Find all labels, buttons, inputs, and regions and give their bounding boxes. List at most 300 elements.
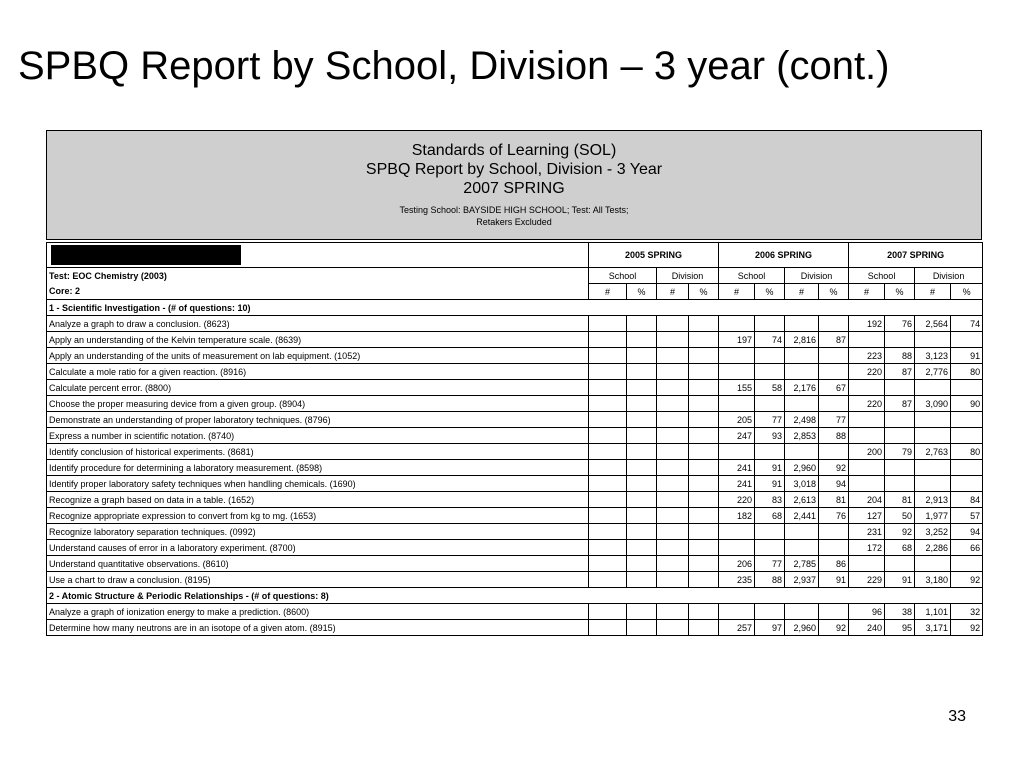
value-cell [589,476,627,492]
value-cell [755,540,785,556]
section-title: 2 - Atomic Structure & Periodic Relationships - (# of questions: 8) [47,588,983,604]
percent-header: % [885,284,915,300]
value-cell [589,604,627,620]
value-cell [951,476,983,492]
value-cell [885,556,915,572]
value-cell [657,540,689,556]
table-row [47,540,983,556]
value-cell [627,428,657,444]
value-cell [589,316,627,332]
group-header: School [849,268,915,284]
value-cell: 94 [951,524,983,540]
value-cell: 94 [819,476,849,492]
value-cell: 50 [885,508,915,524]
value-cell: 80 [951,364,983,380]
value-cell [719,540,755,556]
value-cell: 87 [885,364,915,380]
value-cell [627,540,657,556]
value-cell [657,508,689,524]
value-cell: 2,816 [785,332,819,348]
value-cell [689,380,719,396]
value-cell [589,460,627,476]
value-cell: 32 [951,604,983,620]
value-cell [885,332,915,348]
value-cell: 1,101 [915,604,951,620]
report-retakers-note: Retakers Excluded [476,217,552,227]
core-label: Core: 2 [47,284,589,300]
value-cell [951,412,983,428]
value-cell [885,412,915,428]
value-cell: 2,564 [915,316,951,332]
value-cell: 92 [819,620,849,636]
value-cell: 91 [755,460,785,476]
value-cell [657,332,689,348]
value-cell: 2,613 [785,492,819,508]
value-cell [915,380,951,396]
group-header: School [589,268,657,284]
value-cell [689,332,719,348]
value-cell: 127 [849,508,885,524]
value-cell: 172 [849,540,885,556]
value-cell [627,316,657,332]
year-header-row [47,243,983,268]
value-cell: 92 [951,572,983,588]
value-cell: 235 [719,572,755,588]
value-cell [951,460,983,476]
objective-label: Identify conclusion of historical experiments. (8681) [47,444,589,460]
value-cell: 200 [849,444,885,460]
value-cell: 84 [951,492,983,508]
report-title: Standards of Learning (SOL) [411,142,617,159]
value-cell: 182 [719,508,755,524]
objective-label: Apply an understanding of the Kelvin temperature scale. (8639) [47,332,589,348]
value-cell: 3,090 [915,396,951,412]
value-cell [657,316,689,332]
value-cell [951,428,983,444]
value-cell [819,348,849,364]
value-cell: 2,776 [915,364,951,380]
value-cell [785,396,819,412]
value-cell: 3,180 [915,572,951,588]
value-cell [849,460,885,476]
value-cell: 223 [849,348,885,364]
objective-label: Choose the proper measuring device from a given group. (8904) [47,396,589,412]
value-cell: 92 [951,620,983,636]
table-row [47,556,983,572]
value-cell: 91 [755,476,785,492]
value-cell: 83 [755,492,785,508]
value-cell [657,428,689,444]
value-cell: 3,171 [915,620,951,636]
value-cell: 77 [819,412,849,428]
objective-label: Recognize laboratory separation techniques. (0992) [47,524,589,540]
percent-header: % [819,284,849,300]
objective-label: Express a number in scientific notation. (8740) [47,428,589,444]
value-cell [885,380,915,396]
value-cell [785,540,819,556]
value-cell [589,380,627,396]
value-cell: 155 [719,380,755,396]
value-cell [627,348,657,364]
value-cell [849,380,885,396]
value-cell: 38 [885,604,915,620]
value-cell: 88 [755,572,785,588]
value-cell [755,396,785,412]
objective-label: Analyze a graph of ionization energy to make a prediction. (8600) [47,604,589,620]
objective-label: Recognize appropriate expression to convert from kg to mg. (1653) [47,508,589,524]
value-cell: 68 [885,540,915,556]
value-cell: 87 [885,396,915,412]
value-cell [885,476,915,492]
group-header: Division [915,268,983,284]
objective-label: Identify proper laboratory safety techniques when handling chemicals. (1690) [47,476,589,492]
value-cell: 66 [951,540,983,556]
table-row [47,364,983,380]
value-cell [755,604,785,620]
redaction-bar [51,245,241,265]
section-header-row [47,588,983,604]
value-cell [627,396,657,412]
year-header: 2005 SPRING [589,243,719,268]
value-cell [755,348,785,364]
value-cell [589,364,627,380]
value-cell [689,428,719,444]
value-cell [689,604,719,620]
group-header: Division [657,268,719,284]
value-cell [589,620,627,636]
value-cell [785,524,819,540]
value-cell [627,364,657,380]
value-cell [755,364,785,380]
value-cell [785,444,819,460]
value-cell [589,572,627,588]
value-cell [819,364,849,380]
value-cell: 2,763 [915,444,951,460]
value-cell [589,444,627,460]
value-cell: 95 [885,620,915,636]
value-cell [657,444,689,460]
value-cell: 2,498 [785,412,819,428]
objective-label: Understand causes of error in a laboratory experiment. (8700) [47,540,589,556]
value-cell [627,524,657,540]
value-cell [719,348,755,364]
value-cell: 76 [885,316,915,332]
table-row [47,620,983,636]
value-cell [689,396,719,412]
value-cell [785,604,819,620]
value-cell [819,316,849,332]
table-row [47,508,983,524]
value-cell [627,380,657,396]
value-cell [689,492,719,508]
group-header-row [47,268,983,284]
value-cell [627,604,657,620]
objective-label: Understand quantitative observations. (8610) [47,556,589,572]
section-title: 1 - Scientific Investigation - (# of questions: 10) [47,300,983,316]
value-cell [657,572,689,588]
value-cell: 220 [849,364,885,380]
value-cell [589,348,627,364]
report-header [46,130,982,240]
value-cell: 206 [719,556,755,572]
value-cell: 192 [849,316,885,332]
value-cell: 90 [951,396,983,412]
value-cell [785,316,819,332]
value-cell [915,460,951,476]
value-cell [915,476,951,492]
percent-header: % [951,284,983,300]
value-cell [657,492,689,508]
slide-title: SPBQ Report by School, Division – 3 year (cont.) [18,44,890,88]
count-header: # [915,284,951,300]
objective-label: Calculate percent error. (8800) [47,380,589,396]
value-cell: 240 [849,620,885,636]
value-cell [689,460,719,476]
report-table [46,242,983,636]
objective-label: Demonstrate an understanding of proper laboratory techniques. (8796) [47,412,589,428]
value-cell [689,556,719,572]
section-header-row [47,300,983,316]
value-cell [689,572,719,588]
value-cell [819,396,849,412]
value-cell: 86 [819,556,849,572]
value-cell [689,524,719,540]
value-cell: 74 [755,332,785,348]
value-cell [627,492,657,508]
value-cell [627,556,657,572]
value-cell [951,380,983,396]
value-cell: 241 [719,460,755,476]
value-cell: 1,977 [915,508,951,524]
value-cell [689,316,719,332]
value-cell: 80 [951,444,983,460]
value-cell [589,332,627,348]
table-row [47,476,983,492]
value-cell [785,348,819,364]
year-header: 2006 SPRING [719,243,849,268]
value-cell [719,316,755,332]
report-subtitle: SPBQ Report by School, Division - 3 Year [365,161,663,178]
percent-header: % [627,284,657,300]
value-cell [627,444,657,460]
value-cell [885,460,915,476]
page-number: 33 [948,708,966,725]
value-cell: 97 [755,620,785,636]
value-cell: 68 [755,508,785,524]
value-cell [589,396,627,412]
value-cell [885,428,915,444]
value-cell: 2,441 [785,508,819,524]
value-cell: 88 [819,428,849,444]
objective-label: Determine how many neutrons are in an isotope of a given atom. (8915) [47,620,589,636]
value-cell: 91 [951,348,983,364]
count-header: # [657,284,689,300]
value-cell [627,620,657,636]
value-cell: 87 [819,332,849,348]
value-cell [627,508,657,524]
table-row [47,380,983,396]
value-cell [657,460,689,476]
value-cell [689,412,719,428]
value-cell [589,412,627,428]
value-cell [657,556,689,572]
value-cell [849,332,885,348]
value-cell: 2,176 [785,380,819,396]
value-cell [915,556,951,572]
value-cell: 229 [849,572,885,588]
report [46,130,982,636]
value-cell [589,492,627,508]
value-cell: 197 [719,332,755,348]
value-cell: 81 [819,492,849,508]
percent-header: % [755,284,785,300]
table-row [47,412,983,428]
table-row [47,316,983,332]
value-cell: 93 [755,428,785,444]
table-row [47,348,983,364]
value-cell: 74 [951,316,983,332]
value-cell: 77 [755,556,785,572]
value-cell [719,364,755,380]
value-cell: 2,286 [915,540,951,556]
objective-label: Identify procedure for determining a laboratory measurement. (8598) [47,460,589,476]
value-cell [657,620,689,636]
table-row [47,332,983,348]
value-cell: 247 [719,428,755,444]
objective-label: Analyze a graph to draw a conclusion. (8623) [47,316,589,332]
value-cell: 96 [849,604,885,620]
value-cell [627,572,657,588]
value-cell: 3,123 [915,348,951,364]
value-cell [849,556,885,572]
objective-label: Apply an understanding of the units of measurement on lab equipment. (1052) [47,348,589,364]
table-row [47,396,983,412]
table-row [47,604,983,620]
value-cell [719,604,755,620]
value-cell [819,444,849,460]
value-cell: 204 [849,492,885,508]
value-cell [755,524,785,540]
value-cell: 231 [849,524,885,540]
value-cell [849,412,885,428]
value-cell [657,348,689,364]
value-cell: 2,960 [785,460,819,476]
table-row [47,492,983,508]
group-header: Division [785,268,849,284]
table-row [47,444,983,460]
table-row [47,428,983,444]
value-cell: 220 [719,492,755,508]
objective-label: Recognize a graph based on data in a table. (1652) [47,492,589,508]
value-cell [627,412,657,428]
value-cell [755,444,785,460]
sub-header-row [47,284,983,300]
count-header: # [589,284,627,300]
value-cell [657,396,689,412]
objective-label: Use a chart to draw a conclusion. (8195) [47,572,589,588]
value-cell: 2,785 [785,556,819,572]
value-cell [915,332,951,348]
value-cell: 2,853 [785,428,819,444]
value-cell [689,364,719,380]
value-cell: 67 [819,380,849,396]
value-cell [627,332,657,348]
value-cell [589,524,627,540]
value-cell [627,476,657,492]
count-header: # [719,284,755,300]
table-row [47,524,983,540]
value-cell: 81 [885,492,915,508]
value-cell [689,620,719,636]
value-cell [657,604,689,620]
value-cell: 92 [819,460,849,476]
value-cell [657,476,689,492]
table-row [47,460,983,476]
group-header: School [719,268,785,284]
test-label: Test: EOC Chemistry (2003) [47,268,589,284]
value-cell [689,444,719,460]
value-cell [915,412,951,428]
value-cell: 257 [719,620,755,636]
count-header: # [849,284,885,300]
value-cell [819,524,849,540]
value-cell [657,364,689,380]
value-cell: 205 [719,412,755,428]
table-row [47,572,983,588]
value-cell [719,524,755,540]
value-cell: 2,960 [785,620,819,636]
value-cell [719,396,755,412]
count-header: # [785,284,819,300]
value-cell: 3,018 [785,476,819,492]
redacted-field [47,243,589,268]
value-cell: 57 [951,508,983,524]
value-cell: 91 [819,572,849,588]
value-cell [689,348,719,364]
value-cell [719,444,755,460]
value-cell: 58 [755,380,785,396]
value-cell: 2,937 [785,572,819,588]
value-cell: 241 [719,476,755,492]
value-cell [785,364,819,380]
value-cell: 76 [819,508,849,524]
value-cell [589,540,627,556]
value-cell: 220 [849,396,885,412]
value-cell: 92 [885,524,915,540]
value-cell: 88 [885,348,915,364]
year-header: 2007 SPRING [849,243,983,268]
value-cell [915,428,951,444]
value-cell [589,508,627,524]
value-cell [819,540,849,556]
value-cell: 77 [755,412,785,428]
value-cell [849,476,885,492]
value-cell [951,556,983,572]
value-cell [657,412,689,428]
value-cell [689,476,719,492]
value-cell [689,508,719,524]
value-cell [657,380,689,396]
value-cell [951,332,983,348]
value-cell [849,428,885,444]
value-cell [589,556,627,572]
value-cell: 2,913 [915,492,951,508]
value-cell [589,428,627,444]
value-cell [689,540,719,556]
report-testing-school: Testing School: BAYSIDE HIGH SCHOOL; Test: All Tests; [399,205,629,215]
value-cell: 79 [885,444,915,460]
value-cell: 91 [885,572,915,588]
